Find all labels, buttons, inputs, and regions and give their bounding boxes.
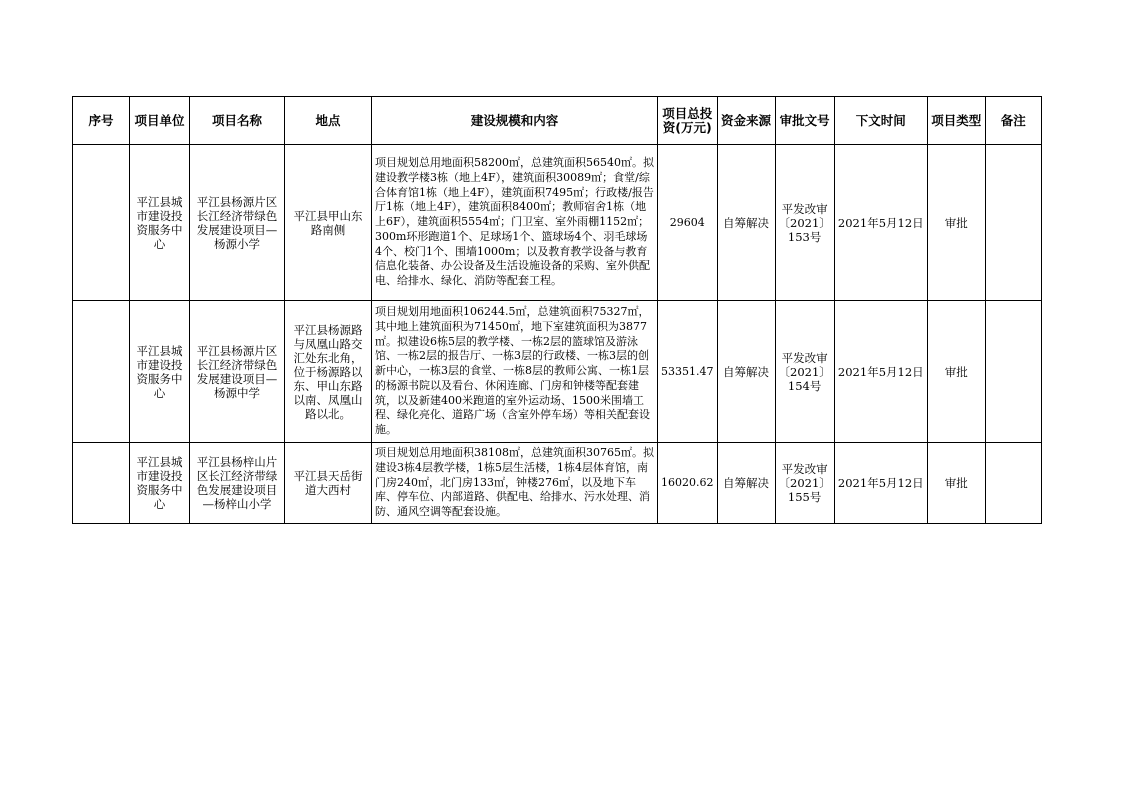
- cell-unit: 平江县城市建设投资服务中心: [130, 443, 190, 524]
- cell-seq: [73, 145, 130, 301]
- cell-name: 平江县杨源片区长江经济带绿色发展建设项目—杨源小学: [190, 145, 285, 301]
- header-name: 项目名称: [190, 97, 285, 145]
- header-content: 建设规模和内容: [372, 97, 658, 145]
- table-row: [73, 145, 1042, 301]
- header-location: 地点: [285, 97, 372, 145]
- cell-unit: 平江县城市建设投资服务中心: [130, 301, 190, 443]
- cell-fund-source: 自筹解决: [717, 145, 775, 301]
- header-investment: 项目总投资(万元): [658, 97, 718, 145]
- cell-type: 审批: [927, 443, 985, 524]
- cell-unit: 平江县城市建设投资服务中心: [130, 145, 190, 301]
- cell-note: [985, 145, 1041, 301]
- cell-name: 平江县杨源片区长江经济带绿色发展建设项目—杨源中学: [190, 301, 285, 443]
- cell-investment: 16020.62: [658, 443, 718, 524]
- cell-type: 审批: [927, 145, 985, 301]
- header-unit: 项目单位: [130, 97, 190, 145]
- header-fund-source: 资金来源: [717, 97, 775, 145]
- cell-type: 审批: [927, 301, 985, 443]
- cell-note: [985, 443, 1041, 524]
- cell-approval-no: 平发改审〔2021〕153号: [775, 145, 834, 301]
- header-date: 下文时间: [834, 97, 927, 145]
- table-row: [73, 443, 1042, 524]
- cell-approval-no: 平发改审〔2021〕154号: [775, 301, 834, 443]
- header-type: 项目类型: [927, 97, 985, 145]
- cell-location: 平江县甲山东路南侧: [285, 145, 372, 301]
- header-row: [73, 97, 1042, 145]
- project-approval-table: [72, 96, 1042, 524]
- cell-location: 平江县杨源路与凤凰山路交汇处东北角，位于杨源路以东、甲山东路以南、凤凰山路以北。: [285, 301, 372, 443]
- cell-seq: [73, 301, 130, 443]
- header-approval-no: 审批文号: [775, 97, 834, 145]
- cell-content: 项目规划总用地面积58200㎡，总建筑面积56540㎡。拟建设教学楼3栋（地上4F），建筑面积30089㎡；食堂/综合体育馆1栋（地上4F），建筑面积7495㎡；行政楼/报告厅1栋（地上4F），建筑面积8400㎡；教师宿舍1栋（地上6F），建筑面积5554㎡；门卫室、室外雨棚1152㎡；300m环形跑道1个、足球场1个、篮球场4个、羽毛球场4个、校门1个、围墙1000m；以及教育教学设备与教育信息化装备、办公设备及生活设施设备的采购、室外供配电、给排水、绿化、消防等配套工程。: [372, 145, 658, 301]
- cell-content: 项目规划总用地面积38108㎡，总建筑面积30765㎡。拟建设3栋4层教学楼，1栋5层生活楼，1栋4层体育馆，南门房240㎡，北门房133㎡，钟楼276㎡，以及地下车库、停车位、内部道路、供配电、给排水、污水处理、消防、通风空调等配套设施。: [372, 443, 658, 524]
- cell-approval-no: 平发改审〔2021〕155号: [775, 443, 834, 524]
- cell-fund-source: 自筹解决: [717, 301, 775, 443]
- cell-investment: 29604: [658, 145, 718, 301]
- cell-note: [985, 301, 1041, 443]
- cell-fund-source: 自筹解决: [717, 443, 775, 524]
- cell-content: 项目规划用地面积106244.5㎡，总建筑面积75327㎡，其中地上建筑面积为71450㎡，地下室建筑面积为3877㎡。拟建设6栋5层的教学楼、一栋2层的篮球馆及游泳馆、一栋2层的报告厅、一栋3层的行政楼、一栋3层的创新中心，一栋3层的食堂、一栋8层的教师公寓、一栋1层的杨源书院以及看台、休闲连廊、门房和钟楼等配套建筑，以及新建400米跑道的室外运动场、1500米围墙工程、绿化亮化、道路广场（含室外停车场）等相关配套设施。: [372, 301, 658, 443]
- cell-seq: [73, 443, 130, 524]
- header-seq: 序号: [73, 97, 130, 145]
- cell-date: 2021年5月12日: [834, 301, 927, 443]
- cell-name: 平江县杨梓山片区长江经济带绿色发展建设项目—杨梓山小学: [190, 443, 285, 524]
- header-note: 备注: [985, 97, 1041, 145]
- cell-location: 平江县天岳街道大西村: [285, 443, 372, 524]
- cell-date: 2021年5月12日: [834, 145, 927, 301]
- cell-investment: 53351.47: [658, 301, 718, 443]
- cell-date: 2021年5月12日: [834, 443, 927, 524]
- table-row: [73, 301, 1042, 443]
